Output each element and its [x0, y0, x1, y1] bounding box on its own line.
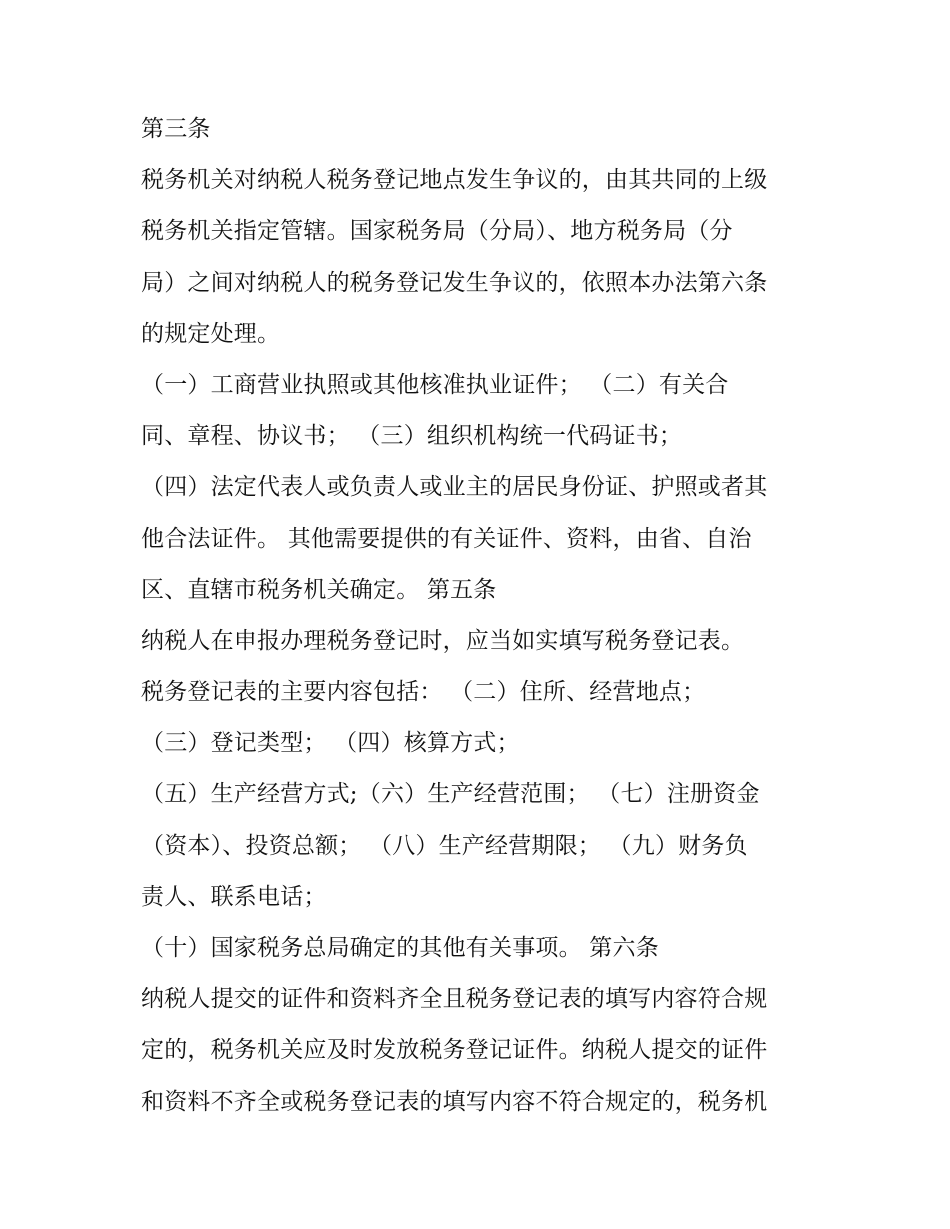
text-line: 纳税人在申报办理税务登记时，应当如实填写税务登记表。	[141, 627, 745, 654]
document-body	[141, 107, 821, 1131]
text-line: （一）工商营业执照或其他核准执业证件； （二）有关合	[141, 371, 729, 398]
text-line: （资本）、投资总额； （八）生产经营期限； （九）财务负	[141, 832, 748, 859]
text-line: 税务机关指定管辖。国家税务局（分局）、地方税务局（分	[141, 218, 733, 245]
text-line: （五）生产经营方式;（六）生产经营范围； （七）注册资金	[141, 781, 760, 808]
text-line: 责人、联系电话；	[141, 883, 327, 910]
text-line: 纳税人提交的证件和资料齐全且税务登记表的填写内容符合规	[141, 986, 768, 1013]
text-line: 第三条	[141, 116, 211, 142]
text-line: 同、章程、协议书； （三）组织机构统一代码证书；	[141, 423, 683, 450]
text-line: （三）登记类型； （四）核算方式；	[141, 730, 520, 757]
text-line: （十）国家税务总局确定的其他有关事项。 第六条	[141, 935, 659, 961]
text-line: 的规定处理。	[141, 320, 281, 347]
text-line: 税务登记表的主要内容包括： （二）住所、经营地点；	[141, 679, 706, 706]
text-line: 税务机关对纳税人税务登记地点发生争议的，由其共同的上级	[141, 167, 768, 194]
text-line: 和资料不齐全或税务登记表的填写内容不符合规定的，税务机	[141, 1088, 768, 1115]
text-line: 他合法证件。 其他需要提供的有关证件、资料，由省、自治	[141, 525, 752, 552]
text-line: 局）之间对纳税人的税务登记发生争议的，依照本办法第六条	[141, 269, 768, 296]
text-line: 定的，税务机关应及时发放税务登记证件。纳税人提交的证件	[141, 1037, 768, 1064]
text-line: 区、直辖市税务机关确定。 第五条	[141, 576, 497, 603]
text-line: （四）法定代表人或负责人或业主的居民身份证、护照或者其	[141, 474, 768, 501]
